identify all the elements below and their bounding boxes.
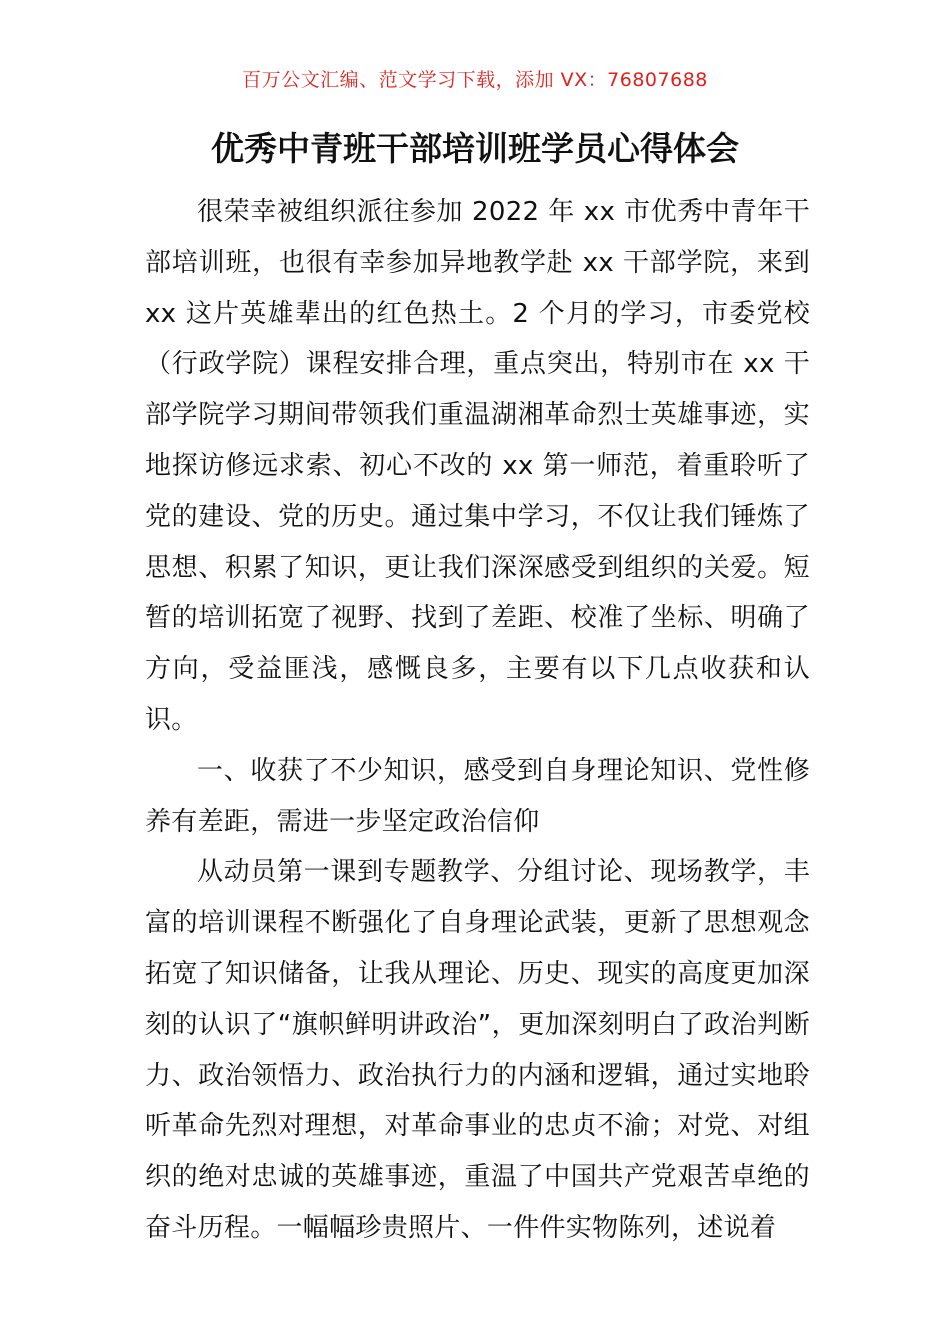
body-paragraph-intro: 很荣幸被组织派往参加 2022 年 xx 市优秀中青年干部培训班，也很有幸参加异地教学赴 xx 干部学院，来到 xx 这片英雄辈出的红色热土。2 个月的学习，市委党校（行政学院）课程安排合理，重点突出，特别市在 xx 干部学院学习期间带领我们重温湖湘革命烈士英雄事迹，实地探访修远求索、初心不改的 xx 第一师范，着重聆听了党的建设、党的历史。通过集中学习，不仅让我们锤炼了思想、积累了知识，更让我们深深感受到组织的关爱。短暂的培训拓宽了视野、找到了差距、校准了坐标、明确了方向，受益匪浅，感慨良多，主要有以下几点收获和认识。 — [145, 197, 810, 735]
document-title: 优秀中青班干部培训班学员心得体会 — [211, 129, 739, 168]
header-download-note: 百万公文汇编、范文学习下载，添加 VX：76807688 — [242, 69, 708, 91]
body-paragraph-section-1: 从动员第一课到专题教学、分组讨论、现场教学，丰富的培训课程不断强化了自身理论武装，更新了思想观念拓宽了知识储备，让我从理论、历史、现实的高度更加深刻的认识了“旗帜鲜明讲政治”，更加深刻明白了政治判断力、政治领悟力、政治执行力的内涵和逻辑，通过实地聆听革命先烈对理想，对革命事业的忠贞不渝；对党、对组织的绝对忠诚的英雄事迹，重温了中国共产党艰苦卓绝的奋斗历程。一幅幅珍贵照片、一件件实物陈列，述说着 — [145, 857, 810, 1243]
document-body — [145, 187, 810, 1254]
section-heading-1: 一、收获了不少知识，感受到自身理论知识、党性修养有差距，需进一步坚定政治信仰 — [145, 755, 810, 837]
